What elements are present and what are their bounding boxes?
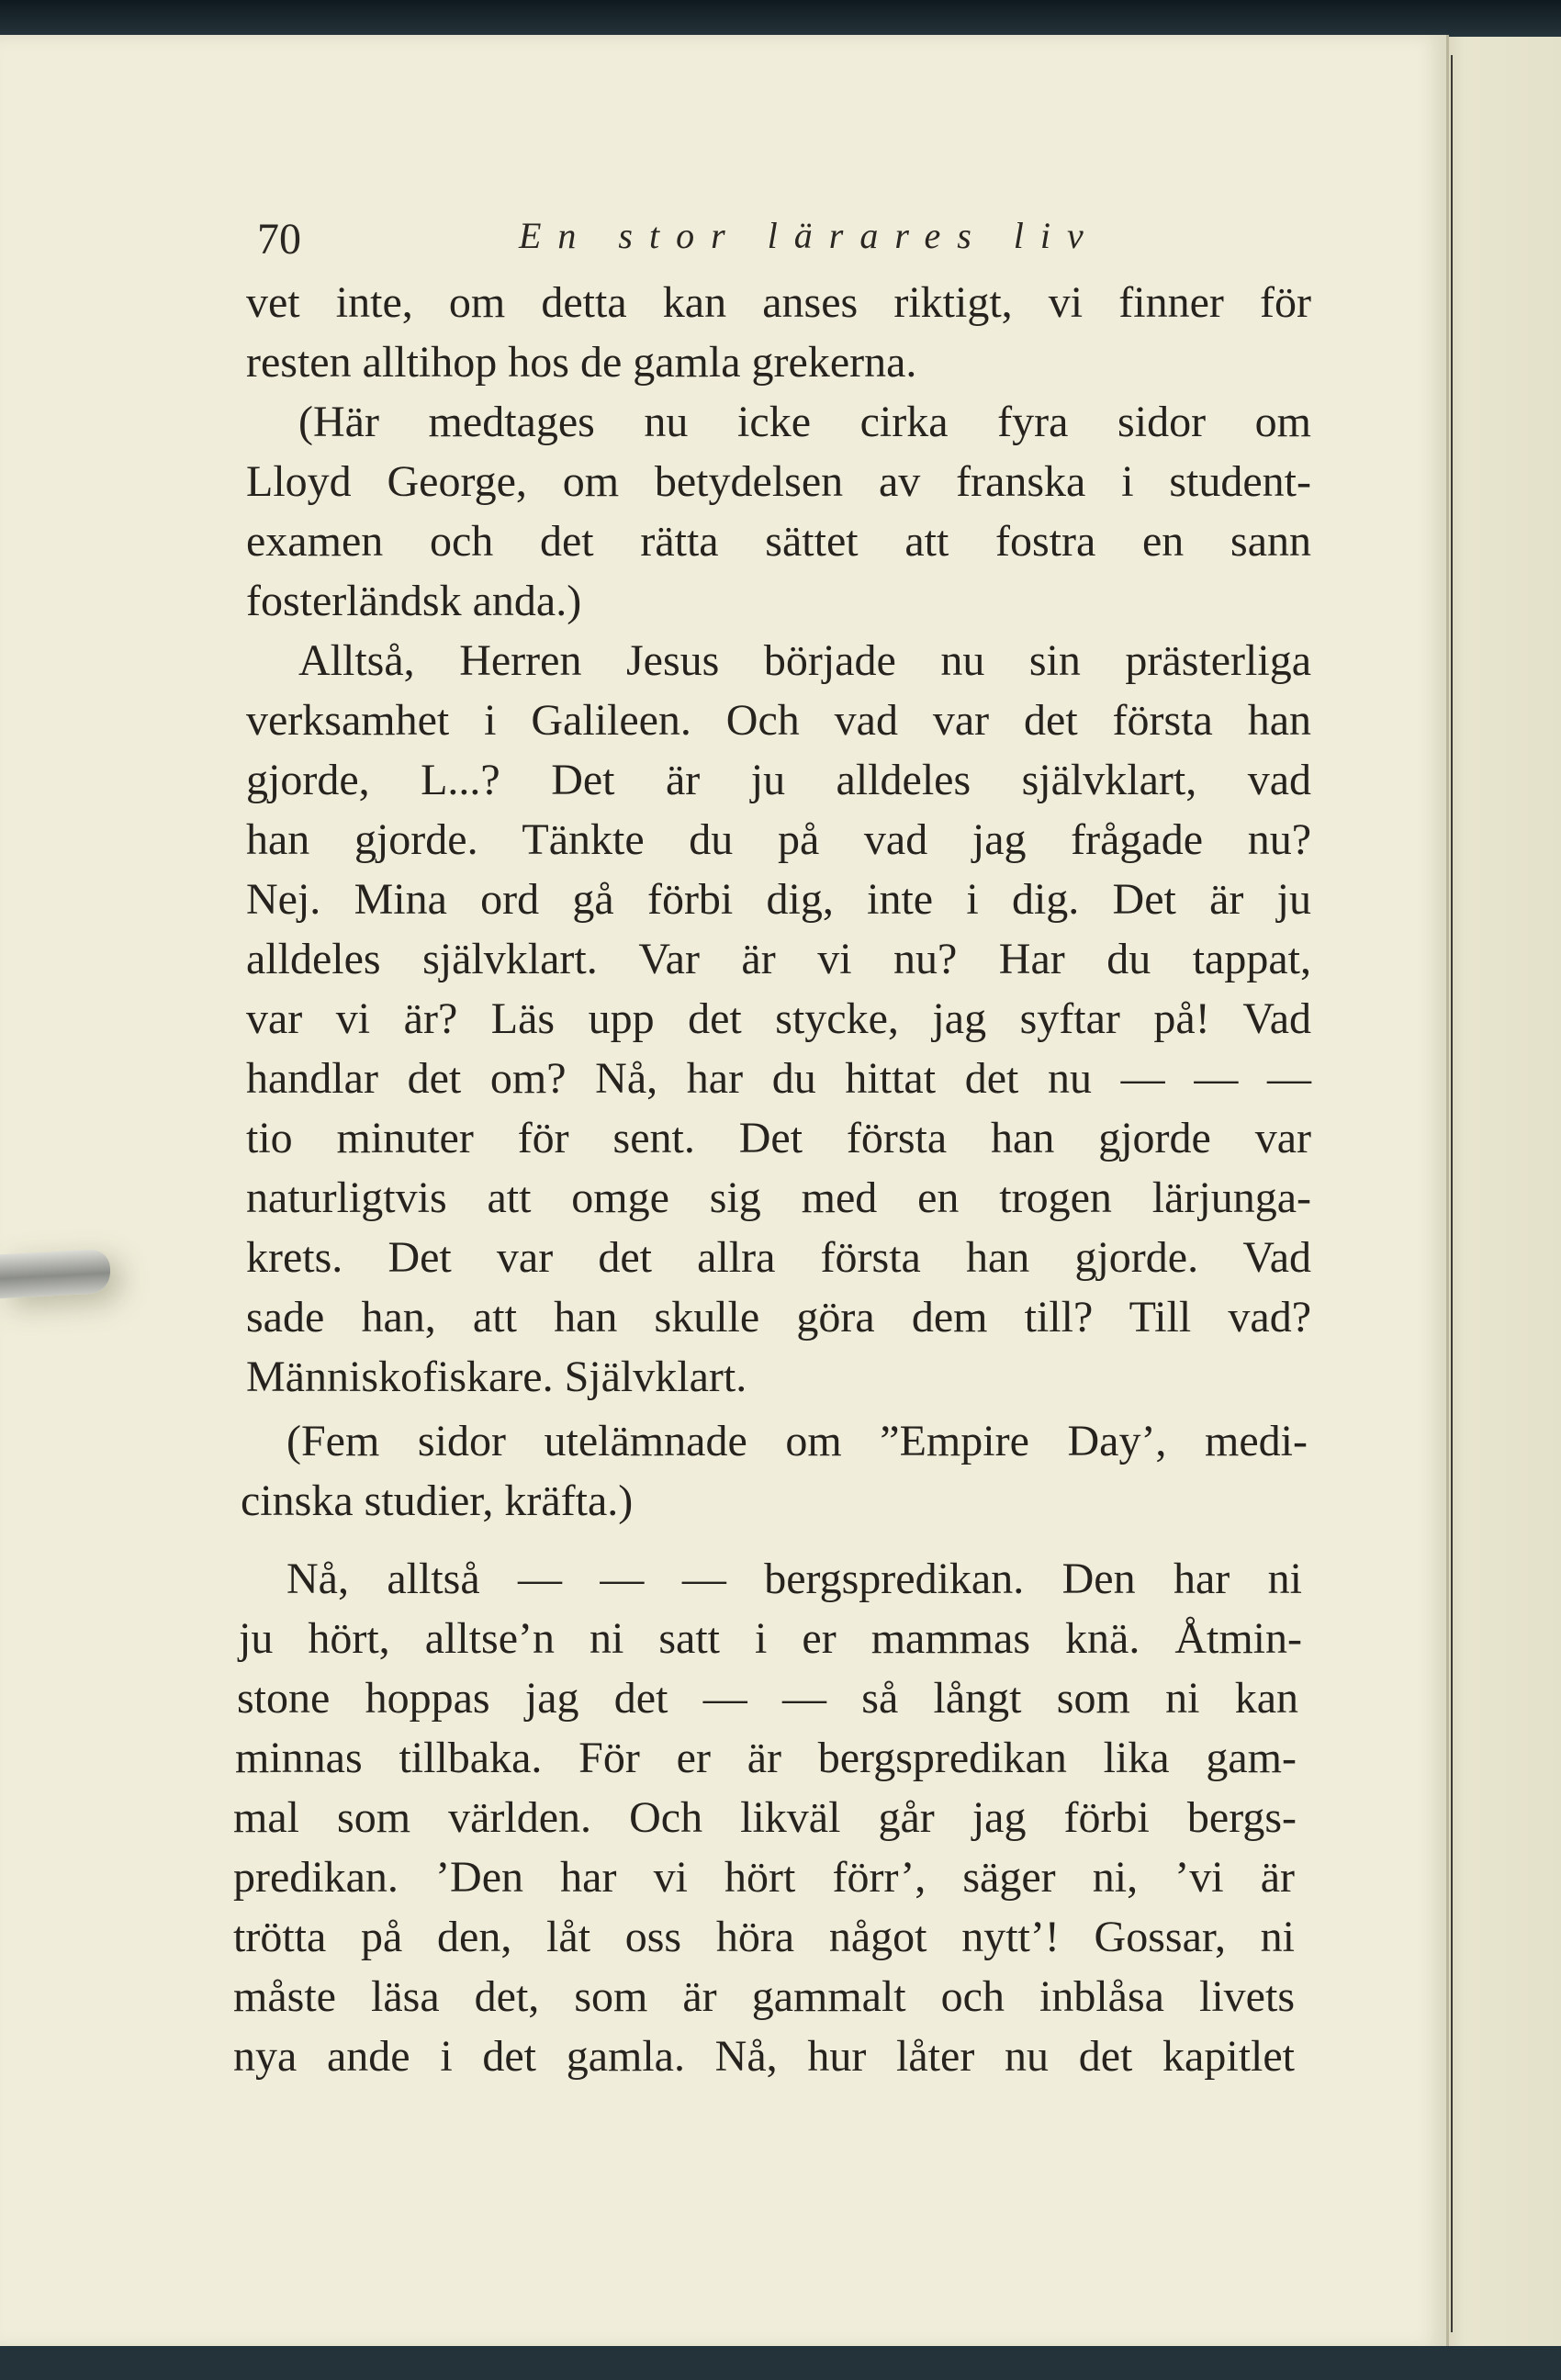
text-line: examen och det rätta sättet att fostra en sann — [246, 517, 1311, 566]
text-line: vet inte, om detta kan anses riktigt, vi finner för — [246, 278, 1311, 327]
scan-background-bottom — [0, 2346, 1561, 2380]
text-line: verksamhet i Galileen. Och vad var det första han — [246, 696, 1311, 745]
text-line: Nå, alltså — — — bergspredikan. Den har ni — [286, 1555, 1302, 1603]
text-line: tio minuter för sent. Det första han gjorde var — [246, 1114, 1311, 1162]
page-gutter-line — [1451, 55, 1453, 2332]
text-line: minnas tillbaka. För er är bergspredikan lika gam- — [235, 1734, 1297, 1782]
page-clip — [0, 1249, 110, 1298]
text-line: ju hört, alltse’n ni satt i er mammas knä. Åtmin- — [239, 1614, 1302, 1663]
text-line: Nej. Mina ord gå förbi dig, inte i dig. Det är ju — [246, 875, 1311, 924]
text-line: gjorde, L...? Det är ju alldeles självklart, vad — [246, 756, 1311, 804]
text-line: han gjorde. Tänkte du på vad jag frågade nu? — [246, 815, 1311, 864]
text-line: var vi är? Läs upp det stycke, jag syftar på! Vad — [246, 994, 1311, 1043]
text-line: Människofiskare. Självklart. — [246, 1353, 747, 1401]
text-line: (Här medtages nu icke cirka fyra sidor om — [298, 398, 1311, 446]
text-line: stone hoppas jag det — — så långt som ni kan — [237, 1674, 1298, 1723]
page-number: 70 — [257, 215, 301, 264]
text-line: nya ande i det gamla. Nå, hur låter nu det kapitlet — [233, 2032, 1295, 2081]
page-header — [248, 214, 1100, 269]
text-line: Lloyd George, om betydelsen av franska i student- — [246, 457, 1311, 506]
text-line: (Fem sidor utelämnade om ”Empire Day’, medi- — [286, 1417, 1308, 1465]
text-line: måste läsa det, som är gammalt och inblåsa livets — [233, 1972, 1295, 2021]
text-line: Alltså, Herren Jesus började nu sin prästerliga — [298, 636, 1311, 685]
text-line: mal som världen. Och likväl går jag förbi bergs- — [233, 1793, 1297, 1842]
text-line: naturligtvis att omge sig med en trogen lärjunga- — [246, 1173, 1311, 1222]
text-line: krets. Det var det allra första han gjorde. Vad — [246, 1233, 1311, 1282]
book-page — [0, 35, 1449, 2349]
text-line: sade han, att han skulle göra dem till? Till vad? — [246, 1293, 1311, 1342]
text-line: predikan. ’Den har vi hört förr’, säger ni, ’vi är — [233, 1853, 1295, 1902]
text-line: trötta på den, låt oss höra något nytt’! Gossar, ni — [233, 1913, 1295, 1961]
running-title: En stor lärares liv — [519, 215, 1100, 256]
text-line: cinska studier, kräfta.) — [241, 1476, 634, 1525]
text-line: handlar det om? Nå, har du hittat det nu — — — — [246, 1054, 1311, 1103]
text-line: fosterländsk anda.) — [246, 577, 582, 625]
text-line: alldeles självklart. Var är vi nu? Har du tappat, — [246, 935, 1311, 983]
text-line: resten alltihop hos de gamla grekerna. — [246, 338, 917, 387]
